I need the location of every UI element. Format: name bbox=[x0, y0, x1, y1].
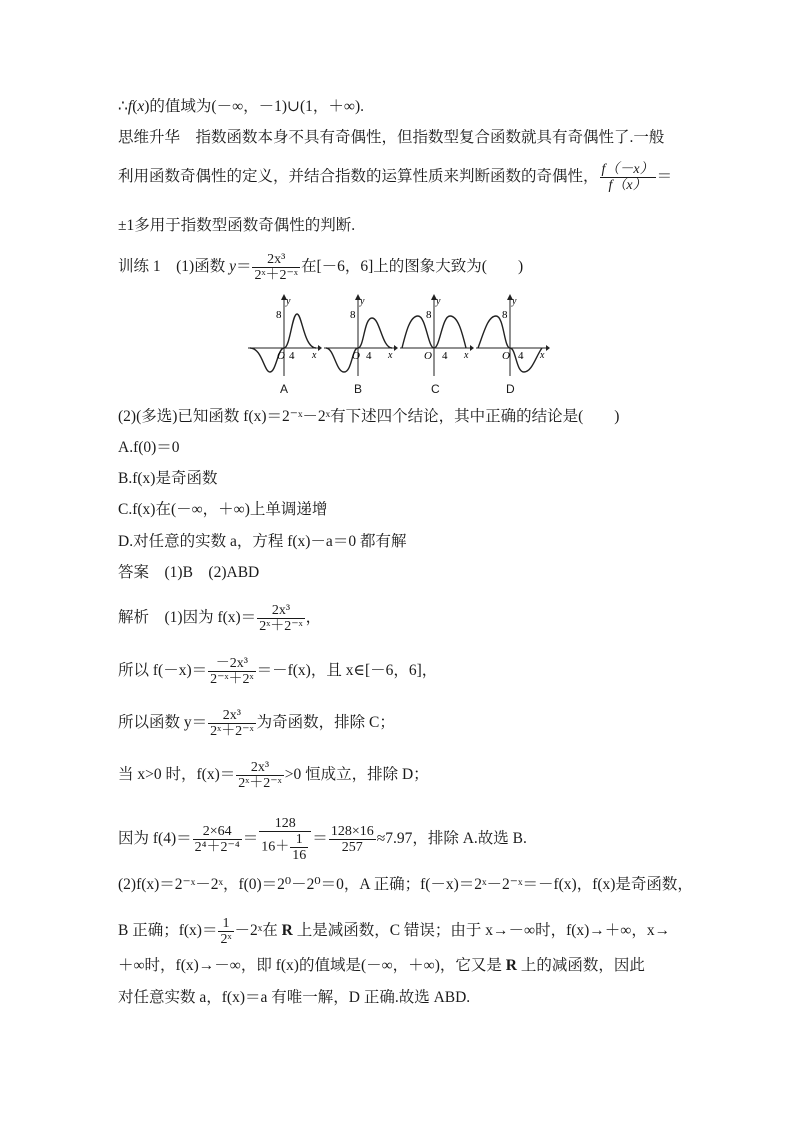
thinking-summary-line3: ±1多用于指数型函数奇偶性的判断. bbox=[118, 217, 356, 234]
thinking-summary-line1: 思维升华 指数函数本身不具有奇偶性，但指数型复合函数就具有奇偶性了.一般 bbox=[118, 129, 665, 146]
tick-label-8: 8 bbox=[276, 309, 282, 321]
x-axis-label: x bbox=[388, 350, 393, 361]
graph-label-a: A bbox=[280, 382, 289, 396]
answer-value: (1)B (2)ABD bbox=[149, 564, 260, 581]
tick-label-4: 4 bbox=[289, 350, 295, 362]
y-axis-label: y bbox=[436, 296, 441, 307]
solution-line-7: B 正确；f(x)＝ $\frac{1}{\text{2ˣ}}$ －2ˣ在 R 上是减函数，C 错误；由于 x→－∞时，f(x)→＋∞，x→ bbox=[118, 916, 671, 947]
thinking-summary-line2: 利用函数奇偶性的定义，并结合指数的运算性质来判断函数的奇偶性， $\frac{f(-x)}{f(x)}$ ＝ bbox=[118, 162, 673, 193]
graph-a bbox=[246, 292, 322, 378]
tick-label-4: 4 bbox=[442, 350, 448, 362]
tick-label-4: 4 bbox=[518, 350, 524, 362]
tick-label-8: 8 bbox=[502, 309, 508, 321]
origin-label: O bbox=[502, 350, 510, 362]
solution-line-1: 解析 (1)因为 f(x)＝ $\frac{\text{2x³}}{\text{2ˣ＋2⁻ˣ}}$ ， bbox=[118, 603, 322, 634]
solution-line-8: ＋∞时，f(x)→－∞，即 f(x)的值域是(－∞，＋∞)，它又是 R 上的减函数，因此 bbox=[118, 957, 645, 974]
origin-label: O bbox=[424, 350, 432, 362]
solution-line-6: (2)f(x)＝2⁻ˣ－2ˣ，f(0)＝2⁰－2⁰＝0，A 正确；f(－x)＝2ˣ－2⁻ˣ＝－f(x)，f(x)是奇函数， bbox=[118, 876, 693, 893]
graph-d bbox=[474, 292, 550, 378]
solution-line-2: 所以 f(－x)＝ $\frac{\text{－2x³}}{\text{2⁻ˣ＋2ˣ}}$ ＝－f(x)，且 x∈[－6，6]， bbox=[118, 656, 438, 687]
option-d: D.对任意的实数 a，方程 f(x)－a＝0 都有解 bbox=[118, 533, 407, 550]
y-axis-label: y bbox=[360, 296, 365, 307]
graph-label-c: C bbox=[431, 382, 440, 396]
exercise-1-question: 训练 1 (1)函数 y＝ $\frac{\text{2x³}}{\text{2ˣ＋2⁻ˣ}}$ 在[－6，6]上的图象大致为( ) bbox=[118, 252, 524, 283]
origin-label: O bbox=[277, 350, 285, 362]
solution-line-3: 所以函数 y＝ $\frac{\text{2x³}}{\text{2ˣ＋2⁻ˣ}}$ 为奇函数，排除 C； bbox=[118, 708, 395, 739]
solution-line-9: 对任意实数 a，f(x)＝a 有唯一解，D 正确.故选 ABD. bbox=[118, 989, 471, 1006]
function-fraction: $\frac{\text{2x³}}{\text{2ˣ＋2⁻ˣ}}$ bbox=[254, 252, 298, 283]
exercise-2-question: (2)(多选)已知函数 f(x)＝2⁻ˣ－2ˣ有下述四个结论，其中正确的结论是( ) bbox=[118, 408, 620, 425]
x-axis-label: x bbox=[540, 350, 545, 361]
therefore-symbol: ∴ bbox=[118, 98, 128, 115]
tick-label-8: 8 bbox=[350, 309, 356, 321]
option-b: B.f(x)是奇函数 bbox=[118, 470, 218, 487]
graph-label-b: B bbox=[354, 382, 363, 396]
graph-c bbox=[398, 292, 474, 378]
solution-line-4: 当 x>0 时，f(x)＝ $\frac{\text{2x³}}{\text{2ˣ＋2⁻ˣ}}$ >0 恒成立，排除 D； bbox=[118, 760, 429, 791]
tick-label-8: 8 bbox=[426, 309, 432, 321]
line-range: ∴f(x)的值域为(－∞，－1)∪(1，＋∞). bbox=[118, 98, 365, 115]
graph-b bbox=[322, 292, 398, 378]
answer-line bbox=[118, 563, 259, 583]
y-axis-label: y bbox=[512, 296, 517, 307]
y-axis-label: y bbox=[286, 296, 291, 307]
x-axis-label: x bbox=[312, 350, 317, 361]
origin-label: O bbox=[352, 350, 360, 362]
option-a: A.f(0)＝0 bbox=[118, 439, 180, 456]
answer-label: 答案 bbox=[118, 564, 150, 581]
option-c: C.f(x)在(－∞，＋∞)上单调递增 bbox=[118, 501, 328, 518]
ratio-fraction: $\frac{f(-x)}{f(x)}$ bbox=[601, 162, 654, 193]
graph-label-d: D bbox=[506, 382, 515, 396]
solution-line-5: 因为 f(4)＝ $\frac{2\times 64}{\text{2⁴＋2⁻⁴}}$ ＝ 128 16＋ $\frac{1}{16}$ ＝ $\frac{128\times 16}{257}$ ≈7.97，排除 A.故选 B. bbox=[118, 816, 527, 863]
tick-label-4: 4 bbox=[366, 350, 372, 362]
x-axis-label: x bbox=[464, 350, 469, 361]
